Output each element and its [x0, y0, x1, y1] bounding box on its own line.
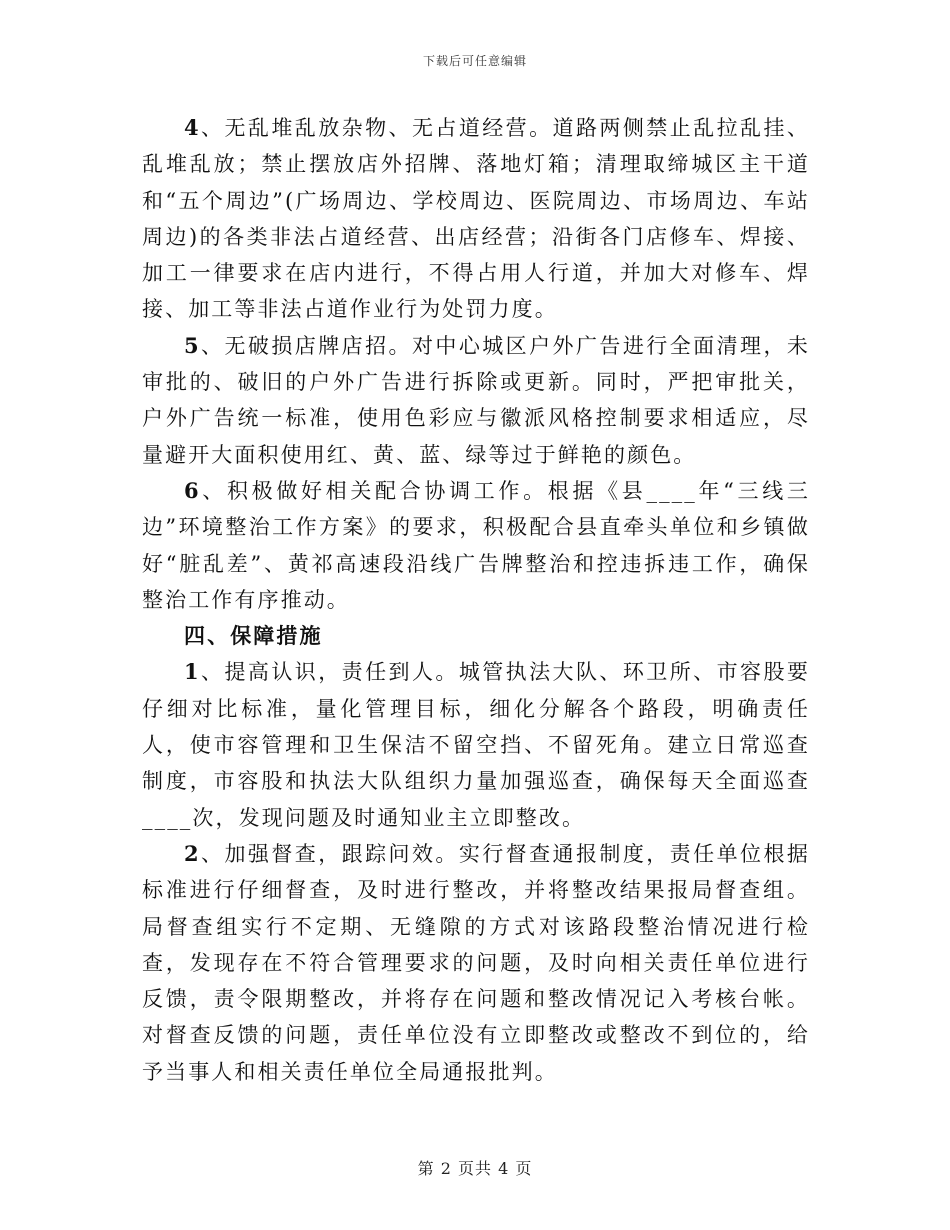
item-number: 4 — [184, 115, 201, 140]
paragraph-measure-2 — [142, 836, 810, 1090]
paragraph-measure-1 — [142, 654, 810, 835]
paragraph-text: 、无破损店牌店招。对中心城区户外广告进行全面清理，未审批的、破旧的户外广告进行拆除或更新。同时，严把审批关，户外广告统一标准，使用色彩应与徽派风格控制要求相适应，尽量避开大面积使用红、黄、蓝、绿等过于鲜艳的颜色。 — [142, 333, 810, 467]
paragraph-text: 、提高认识，责任到人。城管执法大队、环卫所、市容股要仔细对比标准，量化管理目标，细化分解各个路段，明确责任人，使市容管理和卫生保洁不留空挡、不留死角。建立日常巡查制度，市容股和执法大队组织力量加强巡查，确保每天全面巡查____次，发现问题及时通知业主立即整改。 — [142, 660, 810, 830]
paragraph-text: 、无乱堆乱放杂物、无占道经营。道路两侧禁止乱拉乱挂、乱堆乱放；禁止摆放店外招牌、落地灯箱；清理取缔城区主干道和“五个周边”(广场周边、学校周边、医院周边、市场周边、车站周边)的各类非法占道经营、出店经营；沿街各门店修车、焊接、加工一律要求在店内进行，不得占用人行道，并加大对修车、焊接、加工等非法占道作业行为处罚力度。 — [142, 116, 810, 322]
paragraph-text: 、积极做好相关配合协调工作。根据《县____年“三线三边”环境整治工作方案》的要求，积极配合县直牵头单位和乡镇做好“脏乱差”、黄祁高速段沿线广告牌整治和控违拆违工作，确保整治工作有序推动。 — [142, 478, 810, 612]
document-body — [142, 110, 810, 1090]
section-heading: 四、保障措施 — [184, 623, 323, 649]
paragraph-item-4 — [142, 110, 810, 328]
paragraph-item-6 — [142, 473, 810, 618]
paragraph-item-5 — [142, 328, 810, 473]
page-header: 下载后可任意编辑 — [422, 54, 527, 68]
paragraph-text: 、加强督查，跟踪问效。实行督查通报制度，责任单位根据标准进行仔细督查，及时进行整改，并将整改结果报局督查组。局督查组实行不定期、无缝隙的方式对该路段整治情况进行检查，发现存在不符合管理要求的问题，及时向相关责任单位进行反馈，责令限期整改，并将存在问题和整改情况记入考核台帐。对督查反馈的问题，责任单位没有立即整改或整改不到位的，给予当事人和相关责任单位全局通报批判。 — [142, 841, 810, 1084]
item-number: 1 — [184, 659, 201, 685]
item-number: 2 — [184, 840, 201, 866]
item-number: 5 — [184, 332, 201, 358]
item-number: 6 — [184, 477, 201, 503]
page-footer: 第 2 页共 4 页 — [417, 1159, 533, 1178]
